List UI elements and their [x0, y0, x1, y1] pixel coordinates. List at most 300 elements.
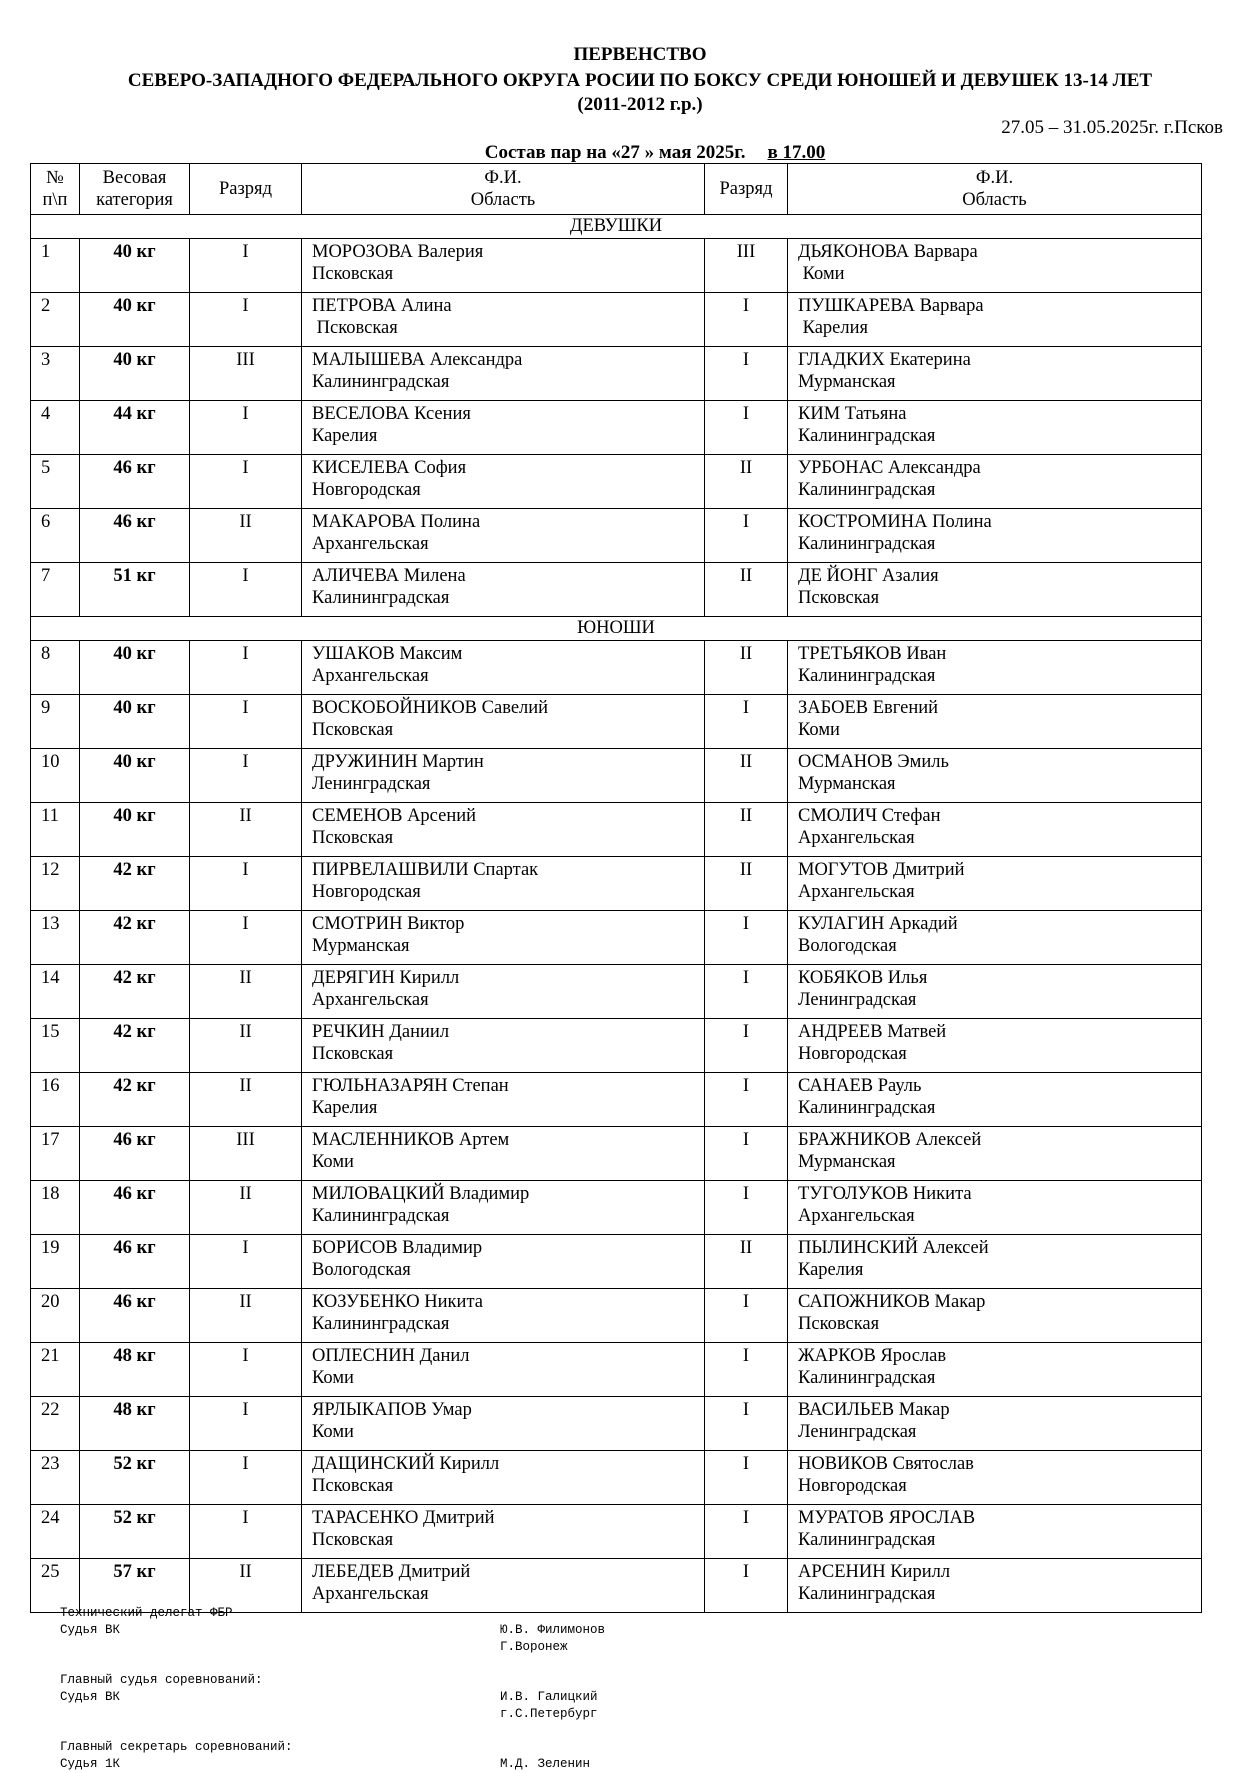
rank-1: II [190, 1181, 302, 1235]
weight-category: 40 кг [80, 293, 190, 347]
table-row [31, 1019, 1202, 1073]
weight-category: 46 кг [80, 455, 190, 509]
boxer-region: Калининградская [798, 1098, 936, 1118]
boxer-2 [788, 293, 1202, 347]
pairs-table [30, 163, 1202, 1613]
boxer-name: КИСЕЛЕВА София [312, 458, 467, 478]
pair-number: 14 [31, 965, 80, 1019]
boxer-2 [788, 1127, 1202, 1181]
boxer-2 [788, 965, 1202, 1019]
boxer-region: Псковская [798, 1314, 880, 1334]
rank-2: II [705, 1235, 788, 1289]
weight-category: 40 кг [80, 347, 190, 401]
table-row [31, 911, 1202, 965]
boxer-name: НОВИКОВ Святослав [798, 1454, 974, 1474]
boxer-name: МУРАТОВ ЯРОСЛАВ [798, 1508, 976, 1528]
boxer-region: Новгородская [312, 882, 421, 902]
rank-1: II [190, 1073, 302, 1127]
boxer-name: ТАРАСЕНКО Дмитрий [312, 1508, 495, 1528]
boxer-region: Архангельская [798, 828, 915, 848]
pair-number: 10 [31, 749, 80, 803]
boxer-2 [788, 1559, 1202, 1613]
boxer-name: ПЫЛИНСКИЙ Алексей [798, 1238, 989, 1258]
table-header-row [31, 164, 1202, 215]
boxer-region: Калининградская [312, 1314, 450, 1334]
boxer-1 [302, 293, 705, 347]
pair-number: 25 [31, 1559, 80, 1613]
boxer-name: ЯРЛЫКАПОВ Умар [312, 1400, 472, 1420]
boxer-region: Карелия [798, 318, 869, 338]
boxer-name: ПИРВЕЛАШВИЛИ Спартак [312, 860, 539, 880]
rank-2: II [705, 563, 788, 617]
table-body [31, 215, 1202, 1613]
rank-1: II [190, 509, 302, 563]
rank-1: I [190, 1235, 302, 1289]
section-title: ЮНОШИ [31, 617, 1202, 641]
boxer-region: Калининградская [798, 1530, 936, 1550]
boxer-name: ГЮЛЬНАЗАРЯН Степан [312, 1076, 509, 1096]
section-row-girls [31, 215, 1202, 239]
table-row [31, 293, 1202, 347]
boxer-1 [302, 803, 705, 857]
rank-1: III [190, 1127, 302, 1181]
boxer-1 [302, 1559, 705, 1613]
boxer-name: КОСТРОМИНА Полина [798, 512, 992, 532]
boxer-region: Калининградская [312, 1206, 450, 1226]
boxer-name: ЖАРКОВ Ярослав [798, 1346, 947, 1366]
boxer-1 [302, 455, 705, 509]
boxer-name: СМОЛИЧ Стефан [798, 806, 941, 826]
pair-number: 22 [31, 1397, 80, 1451]
table-row [31, 509, 1202, 563]
rank-2: I [705, 293, 788, 347]
boxer-region: Вологодская [798, 936, 897, 956]
boxer-name: ТРЕТЬЯКОВ Иван [798, 644, 947, 664]
boxer-name: САПОЖНИКОВ Макар [798, 1292, 986, 1312]
boxer-name: МАСЛЕННИКОВ Артем [312, 1130, 510, 1150]
boxer-region: Новгородская [798, 1476, 907, 1496]
weight-category: 40 кг [80, 695, 190, 749]
tech-delegate-rank: Судья ВК [60, 1623, 121, 1637]
event-dates-location: 27.05 – 31.05.2025г. г.Псков [1001, 117, 1223, 138]
boxer-region: Псковская [798, 588, 880, 608]
boxer-region: Мурманская [312, 936, 410, 956]
weight-category: 42 кг [80, 965, 190, 1019]
weight-category: 57 кг [80, 1559, 190, 1613]
tech-delegate-label: Технический делегат ФБР [60, 1606, 233, 1620]
chief-judge-city: г.С.Петербург [500, 1707, 598, 1721]
boxer-1 [302, 1505, 705, 1559]
chief-secretary-rank: Судья 1К [60, 1757, 121, 1771]
document-title: ПЕРВЕНСТВО [573, 44, 707, 65]
pair-number: 21 [31, 1343, 80, 1397]
pair-number: 13 [31, 911, 80, 965]
boxer-name: КОЗУБЕНКО Никита [312, 1292, 483, 1312]
weight-category: 40 кг [80, 803, 190, 857]
boxer-name: ДЕРЯГИН Кирилл [312, 968, 460, 988]
pair-number: 3 [31, 347, 80, 401]
table-row [31, 1343, 1202, 1397]
boxer-1 [302, 239, 705, 293]
rank-2: II [705, 803, 788, 857]
boxer-name: СМОТРИН Виктор [312, 914, 465, 934]
rank-2: I [705, 1343, 788, 1397]
rank-2: I [705, 695, 788, 749]
boxer-region: Калининградская [312, 588, 450, 608]
boxer-region: Калининградская [798, 534, 936, 554]
rank-2: I [705, 1505, 788, 1559]
boxer-2 [788, 401, 1202, 455]
rank-1: I [190, 749, 302, 803]
weight-category: 42 кг [80, 1073, 190, 1127]
boxer-name: МАКАРОВА Полина [312, 512, 481, 532]
table-row [31, 455, 1202, 509]
boxer-1 [302, 857, 705, 911]
weight-category: 40 кг [80, 749, 190, 803]
boxer-region: Псковская [312, 828, 394, 848]
boxer-region: Калининградская [798, 1368, 936, 1388]
boxer-name: ДАЩИНСКИЙ Кирилл [312, 1454, 500, 1474]
rank-1: I [190, 1451, 302, 1505]
rank-2: I [705, 347, 788, 401]
column-header-rank-2: Разряд [705, 164, 788, 215]
weight-category: 52 кг [80, 1505, 190, 1559]
boxer-region: Мурманская [798, 1152, 896, 1172]
boxer-name: АНДРЕЕВ Матвей [798, 1022, 947, 1042]
boxer-region: Ленинградская [312, 774, 431, 794]
boxer-2 [788, 1235, 1202, 1289]
boxer-name: ПУШКАРЕВА Варвара [798, 296, 984, 316]
boxer-name: АЛИЧЕВА Милена [312, 566, 466, 586]
rank-1: I [190, 239, 302, 293]
boxer-region: Псковская [312, 318, 398, 338]
boxer-1 [302, 749, 705, 803]
boxer-region: Новгородская [312, 480, 421, 500]
boxer-region: Вологодская [312, 1260, 411, 1280]
column-header-name-2: Ф.И. Область [788, 164, 1202, 215]
boxer-region: Псковская [312, 1476, 394, 1496]
boxer-1 [302, 1127, 705, 1181]
table-row [31, 1505, 1202, 1559]
pair-number: 16 [31, 1073, 80, 1127]
boxer-2 [788, 1181, 1202, 1235]
boxer-2 [788, 239, 1202, 293]
pair-number: 15 [31, 1019, 80, 1073]
rank-2: I [705, 1181, 788, 1235]
pair-number: 17 [31, 1127, 80, 1181]
rank-1: II [190, 803, 302, 857]
boxer-2 [788, 1343, 1202, 1397]
boxer-name: ПЕТРОВА Алина [312, 296, 452, 316]
boxer-region: Карелия [798, 1260, 864, 1280]
boxer-1 [302, 911, 705, 965]
boxer-name: ЛЕБЕДЕВ Дмитрий [312, 1562, 471, 1582]
rank-2: II [705, 641, 788, 695]
section-row-boys [31, 617, 1202, 641]
boxer-region: Ленинградская [798, 1422, 917, 1442]
rank-1: I [190, 857, 302, 911]
weight-category: 48 кг [80, 1397, 190, 1451]
boxer-2 [788, 1019, 1202, 1073]
boxer-region: Архангельская [798, 882, 915, 902]
boxer-name: МАЛЫШЕВА Александра [312, 350, 523, 370]
boxer-name: ДЬЯКОНОВА Варвара [798, 242, 978, 262]
document-title-event: СЕВЕРО-ЗАПАДНОГО ФЕДЕРАЛЬНОГО ОКРУГА РОСИИ ПО БОКСУ СРЕДИ ЮНОШЕЙ И ДЕВУШЕК 13-14 ЛЕТ [127, 70, 1153, 91]
boxer-1 [302, 965, 705, 1019]
boxer-name: МИЛОВАЦКИЙ Владимир [312, 1184, 530, 1204]
boxer-region: Карелия [312, 426, 378, 446]
pair-number: 24 [31, 1505, 80, 1559]
weight-category: 46 кг [80, 1181, 190, 1235]
boxer-region: Калининградская [312, 372, 450, 392]
rank-2: I [705, 965, 788, 1019]
table-row [31, 1397, 1202, 1451]
rank-2: I [705, 1127, 788, 1181]
pair-number: 20 [31, 1289, 80, 1343]
table-row [31, 563, 1202, 617]
boxer-2 [788, 803, 1202, 857]
pair-number: 19 [31, 1235, 80, 1289]
boxer-1 [302, 695, 705, 749]
boxer-name: КОБЯКОВ Илья [798, 968, 928, 988]
boxer-name: БОРИСОВ Владимир [312, 1238, 483, 1258]
boxer-2 [788, 911, 1202, 965]
boxer-2 [788, 1073, 1202, 1127]
boxer-region: Калининградская [798, 666, 936, 686]
boxer-1 [302, 1397, 705, 1451]
weight-category: 42 кг [80, 1019, 190, 1073]
chief-judge-label: Главный судья соревнований: [60, 1673, 263, 1687]
boxer-name: УШАКОВ Максим [312, 644, 463, 664]
boxer-2 [788, 347, 1202, 401]
boxer-1 [302, 563, 705, 617]
boxer-1 [302, 1019, 705, 1073]
rank-1: II [190, 1289, 302, 1343]
rank-2: I [705, 1019, 788, 1073]
pair-number: 12 [31, 857, 80, 911]
weight-category: 46 кг [80, 1289, 190, 1343]
boxer-name: СЕМЕНОВ Арсений [312, 806, 477, 826]
boxer-region: Коми [312, 1152, 354, 1172]
table-row [31, 1073, 1202, 1127]
boxer-2 [788, 1505, 1202, 1559]
boxer-region: Архангельская [312, 666, 429, 686]
boxer-name: ВАСИЛЬЕВ Макар [798, 1400, 950, 1420]
boxer-2 [788, 749, 1202, 803]
pair-number: 18 [31, 1181, 80, 1235]
table-row [31, 401, 1202, 455]
rank-1: I [190, 1505, 302, 1559]
boxer-region: Калининградская [798, 480, 936, 500]
table-row [31, 803, 1202, 857]
boxer-name: КИМ Татьяна [798, 404, 907, 424]
pair-number: 2 [31, 293, 80, 347]
weight-category: 48 кг [80, 1343, 190, 1397]
boxer-2 [788, 455, 1202, 509]
chief-judge-name: И.В. Галицкий [500, 1690, 598, 1704]
rank-2: I [705, 1073, 788, 1127]
rank-2: I [705, 1451, 788, 1505]
rank-2: I [705, 1289, 788, 1343]
weight-category: 40 кг [80, 641, 190, 695]
weight-category: 51 кг [80, 563, 190, 617]
pair-number: 4 [31, 401, 80, 455]
rank-2: I [705, 911, 788, 965]
boxer-region: Карелия [312, 1098, 378, 1118]
column-header-rank-1: Разряд [190, 164, 302, 215]
rank-1: I [190, 563, 302, 617]
table-row [31, 965, 1202, 1019]
weight-category: 42 кг [80, 857, 190, 911]
boxer-region: Архангельская [312, 534, 429, 554]
boxer-2 [788, 857, 1202, 911]
rank-1: I [190, 401, 302, 455]
pairs-date: Состав пар на «27 » мая 2025г. [484, 142, 746, 163]
boxer-region: Псковская [312, 1530, 394, 1550]
boxer-name: РЕЧКИН Даниил [312, 1022, 450, 1042]
rank-1: I [190, 1343, 302, 1397]
table-row [31, 239, 1202, 293]
pair-number: 23 [31, 1451, 80, 1505]
boxer-name: ТУГОЛУКОВ Никита [798, 1184, 972, 1204]
boxer-region: Псковская [312, 720, 394, 740]
boxer-name: ОПЛЕСНИН Данил [312, 1346, 470, 1366]
table-row [31, 1181, 1202, 1235]
boxer-region: Архангельская [798, 1206, 915, 1226]
boxer-2 [788, 563, 1202, 617]
boxer-region: Коми [312, 1422, 354, 1442]
boxer-name: ЗАБОЕВ Евгений [798, 698, 939, 718]
boxer-name: ГЛАДКИХ Екатерина [798, 350, 971, 370]
rank-2: II [705, 749, 788, 803]
table-row [31, 695, 1202, 749]
rank-1: II [190, 1559, 302, 1613]
boxer-region: Архангельская [312, 1584, 429, 1604]
boxer-region: Ленинградская [798, 990, 917, 1010]
table-row [31, 749, 1202, 803]
boxer-2 [788, 695, 1202, 749]
table-row [31, 1289, 1202, 1343]
boxer-2 [788, 509, 1202, 563]
boxer-region: Мурманская [798, 774, 896, 794]
pair-number: 7 [31, 563, 80, 617]
boxer-region: Коми [798, 264, 845, 284]
boxer-region: Коми [798, 720, 840, 740]
boxer-name: ДРУЖИНИН Мартин [312, 752, 484, 772]
boxer-region: Калининградская [798, 426, 936, 446]
boxer-region: Калининградская [798, 1584, 936, 1604]
rank-1: III [190, 347, 302, 401]
boxer-1 [302, 401, 705, 455]
rank-2: I [705, 401, 788, 455]
tech-delegate-city: Г.Воронеж [500, 1640, 568, 1654]
boxer-region: Коми [312, 1368, 354, 1388]
rank-1: I [190, 1397, 302, 1451]
boxer-2 [788, 1289, 1202, 1343]
weight-category: 52 кг [80, 1451, 190, 1505]
boxer-name: ВОСКОБОЙНИКОВ Савелий [312, 698, 549, 718]
boxer-1 [302, 1073, 705, 1127]
column-header-weight: Весовая категория [80, 164, 190, 215]
signatures-block [60, 1605, 606, 1773]
rank-2: I [705, 1559, 788, 1613]
boxer-name: ВЕСЕЛОВА Ксения [312, 404, 471, 424]
weight-category: 42 кг [80, 911, 190, 965]
rank-1: I [190, 911, 302, 965]
chief-secretary-label: Главный секретарь соревнований: [60, 1740, 293, 1754]
rank-1: I [190, 641, 302, 695]
boxer-1 [302, 1181, 705, 1235]
rank-1: II [190, 1019, 302, 1073]
boxer-1 [302, 1289, 705, 1343]
document-title-years: (2011-2012 г.р.) [577, 94, 703, 115]
boxer-region: Архангельская [312, 990, 429, 1010]
boxer-name: ОСМАНОВ Эмиль [798, 752, 949, 772]
table-row [31, 1235, 1202, 1289]
tech-delegate-name: Ю.В. Филимонов [500, 1623, 606, 1637]
rank-1: I [190, 293, 302, 347]
chief-judge-rank: Судья ВК [60, 1690, 121, 1704]
weight-category: 40 кг [80, 239, 190, 293]
boxer-name: АРСЕНИН Кирилл [798, 1562, 951, 1582]
table-row [31, 347, 1202, 401]
weight-category: 46 кг [80, 509, 190, 563]
boxer-1 [302, 509, 705, 563]
boxer-region: Новгородская [798, 1044, 907, 1064]
table-row [31, 1451, 1202, 1505]
boxer-region: Мурманская [798, 372, 896, 392]
weight-category: 46 кг [80, 1127, 190, 1181]
rank-2: III [705, 239, 788, 293]
boxer-name: УРБОНАС Александра [798, 458, 981, 478]
boxer-name: МОГУТОВ Дмитрий [798, 860, 965, 880]
boxer-1 [302, 641, 705, 695]
table-row [31, 1127, 1202, 1181]
rank-2: II [705, 455, 788, 509]
rank-2: II [705, 857, 788, 911]
rank-2: I [705, 1397, 788, 1451]
boxer-name: КУЛАГИН Аркадий [798, 914, 958, 934]
pair-number: 9 [31, 695, 80, 749]
pair-number: 8 [31, 641, 80, 695]
pair-number: 11 [31, 803, 80, 857]
pairs-subtitle [0, 142, 1241, 164]
boxer-name: ДЕ ЙОНГ Азалия [798, 566, 939, 586]
table-row [31, 857, 1202, 911]
pair-number: 6 [31, 509, 80, 563]
weight-category: 44 кг [80, 401, 190, 455]
column-header-number: № п\п [31, 164, 80, 215]
boxer-name: МОРОЗОВА Валерия [312, 242, 484, 262]
boxer-name: БРАЖНИКОВ Алексей [798, 1130, 982, 1150]
boxer-2 [788, 1451, 1202, 1505]
boxer-region: Псковская [312, 1044, 394, 1064]
section-title: ДЕВУШКИ [31, 215, 1202, 239]
table-row [31, 641, 1202, 695]
rank-1: I [190, 455, 302, 509]
rank-2: I [705, 509, 788, 563]
weight-category: 46 кг [80, 1235, 190, 1289]
boxer-2 [788, 641, 1202, 695]
boxer-1 [302, 1451, 705, 1505]
rank-1: I [190, 695, 302, 749]
boxer-name: САНАЕВ Рауль [798, 1076, 922, 1096]
boxer-1 [302, 1235, 705, 1289]
boxer-1 [302, 347, 705, 401]
chief-secretary-name: М.Д. Зеленин [500, 1757, 591, 1771]
pair-number: 5 [31, 455, 80, 509]
boxer-2 [788, 1397, 1202, 1451]
